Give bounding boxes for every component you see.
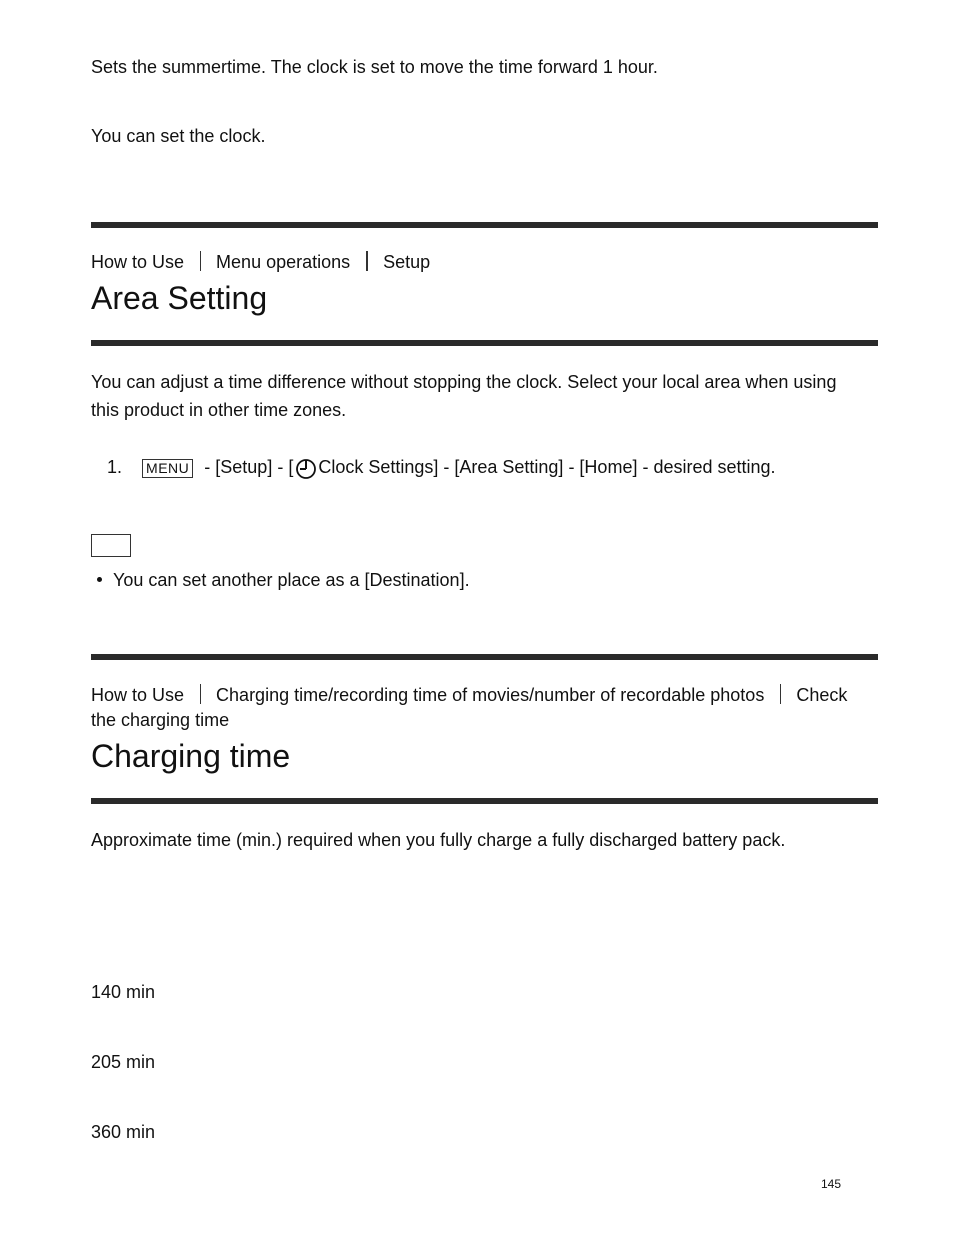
page-title-area-setting: Area Setting <box>91 280 268 316</box>
summertime-text: Sets the summertime. The clock is set to move the time forward 1 hour. <box>91 57 658 77</box>
section-divider <box>91 222 878 228</box>
breadcrumb-check-continued[interactable]: the charging time <box>91 710 230 730</box>
charging-time-value: 140 min <box>91 982 156 1002</box>
clock-settings-icon <box>295 457 317 479</box>
charging-time-value: 205 min <box>91 1052 156 1072</box>
breadcrumb <box>91 683 847 708</box>
title-divider <box>91 340 878 346</box>
area-intro-line2: this product in other time zones. <box>91 400 347 420</box>
breadcrumb-menu-operations[interactable]: Menu operations <box>216 252 351 272</box>
breadcrumb-setup[interactable]: Setup <box>383 252 431 272</box>
breadcrumb-charging-time[interactable]: Charging time/recording time of movies/number of recordable photos <box>216 685 765 705</box>
breadcrumb-how-to-use[interactable]: How to Use <box>91 685 185 705</box>
breadcrumb-how-to-use[interactable]: How to Use <box>91 252 185 272</box>
hint-bullet-text: You can set another place as a [Destination]. <box>113 570 470 590</box>
area-intro-line1: You can adjust a time difference without stopping the clock. Select your local area when using <box>91 372 837 392</box>
title-divider <box>91 798 878 804</box>
step-number: 1. <box>107 457 123 477</box>
page-number: 145 <box>821 1177 842 1191</box>
section-divider <box>91 654 878 660</box>
charging-intro: Approximate time (min.) required when you fully charge a fully discharged battery pack. <box>91 830 786 850</box>
clock-text: You can set the clock. <box>91 126 266 146</box>
breadcrumb-continued[interactable] <box>91 708 229 733</box>
page-title-charging-time: Charging time <box>91 738 291 774</box>
breadcrumb-check[interactable]: Check <box>796 685 848 705</box>
step-text-part2: Clock Settings] - [Area Setting] - [Home] - desired setting. <box>318 457 776 477</box>
bullet-dot <box>97 577 102 582</box>
charging-time-value: 360 min <box>91 1122 156 1142</box>
breadcrumb-separator <box>200 251 201 271</box>
hint-icon <box>91 534 131 557</box>
breadcrumb-separator <box>366 251 368 271</box>
step-1 <box>107 453 776 481</box>
breadcrumb-separator <box>200 684 201 704</box>
menu-button-icon: MENU <box>142 459 193 478</box>
breadcrumb <box>91 250 430 275</box>
step-text-part1: - [Setup] - [ <box>199 457 294 477</box>
hint-bullet <box>91 567 470 593</box>
breadcrumb-separator <box>780 684 781 704</box>
